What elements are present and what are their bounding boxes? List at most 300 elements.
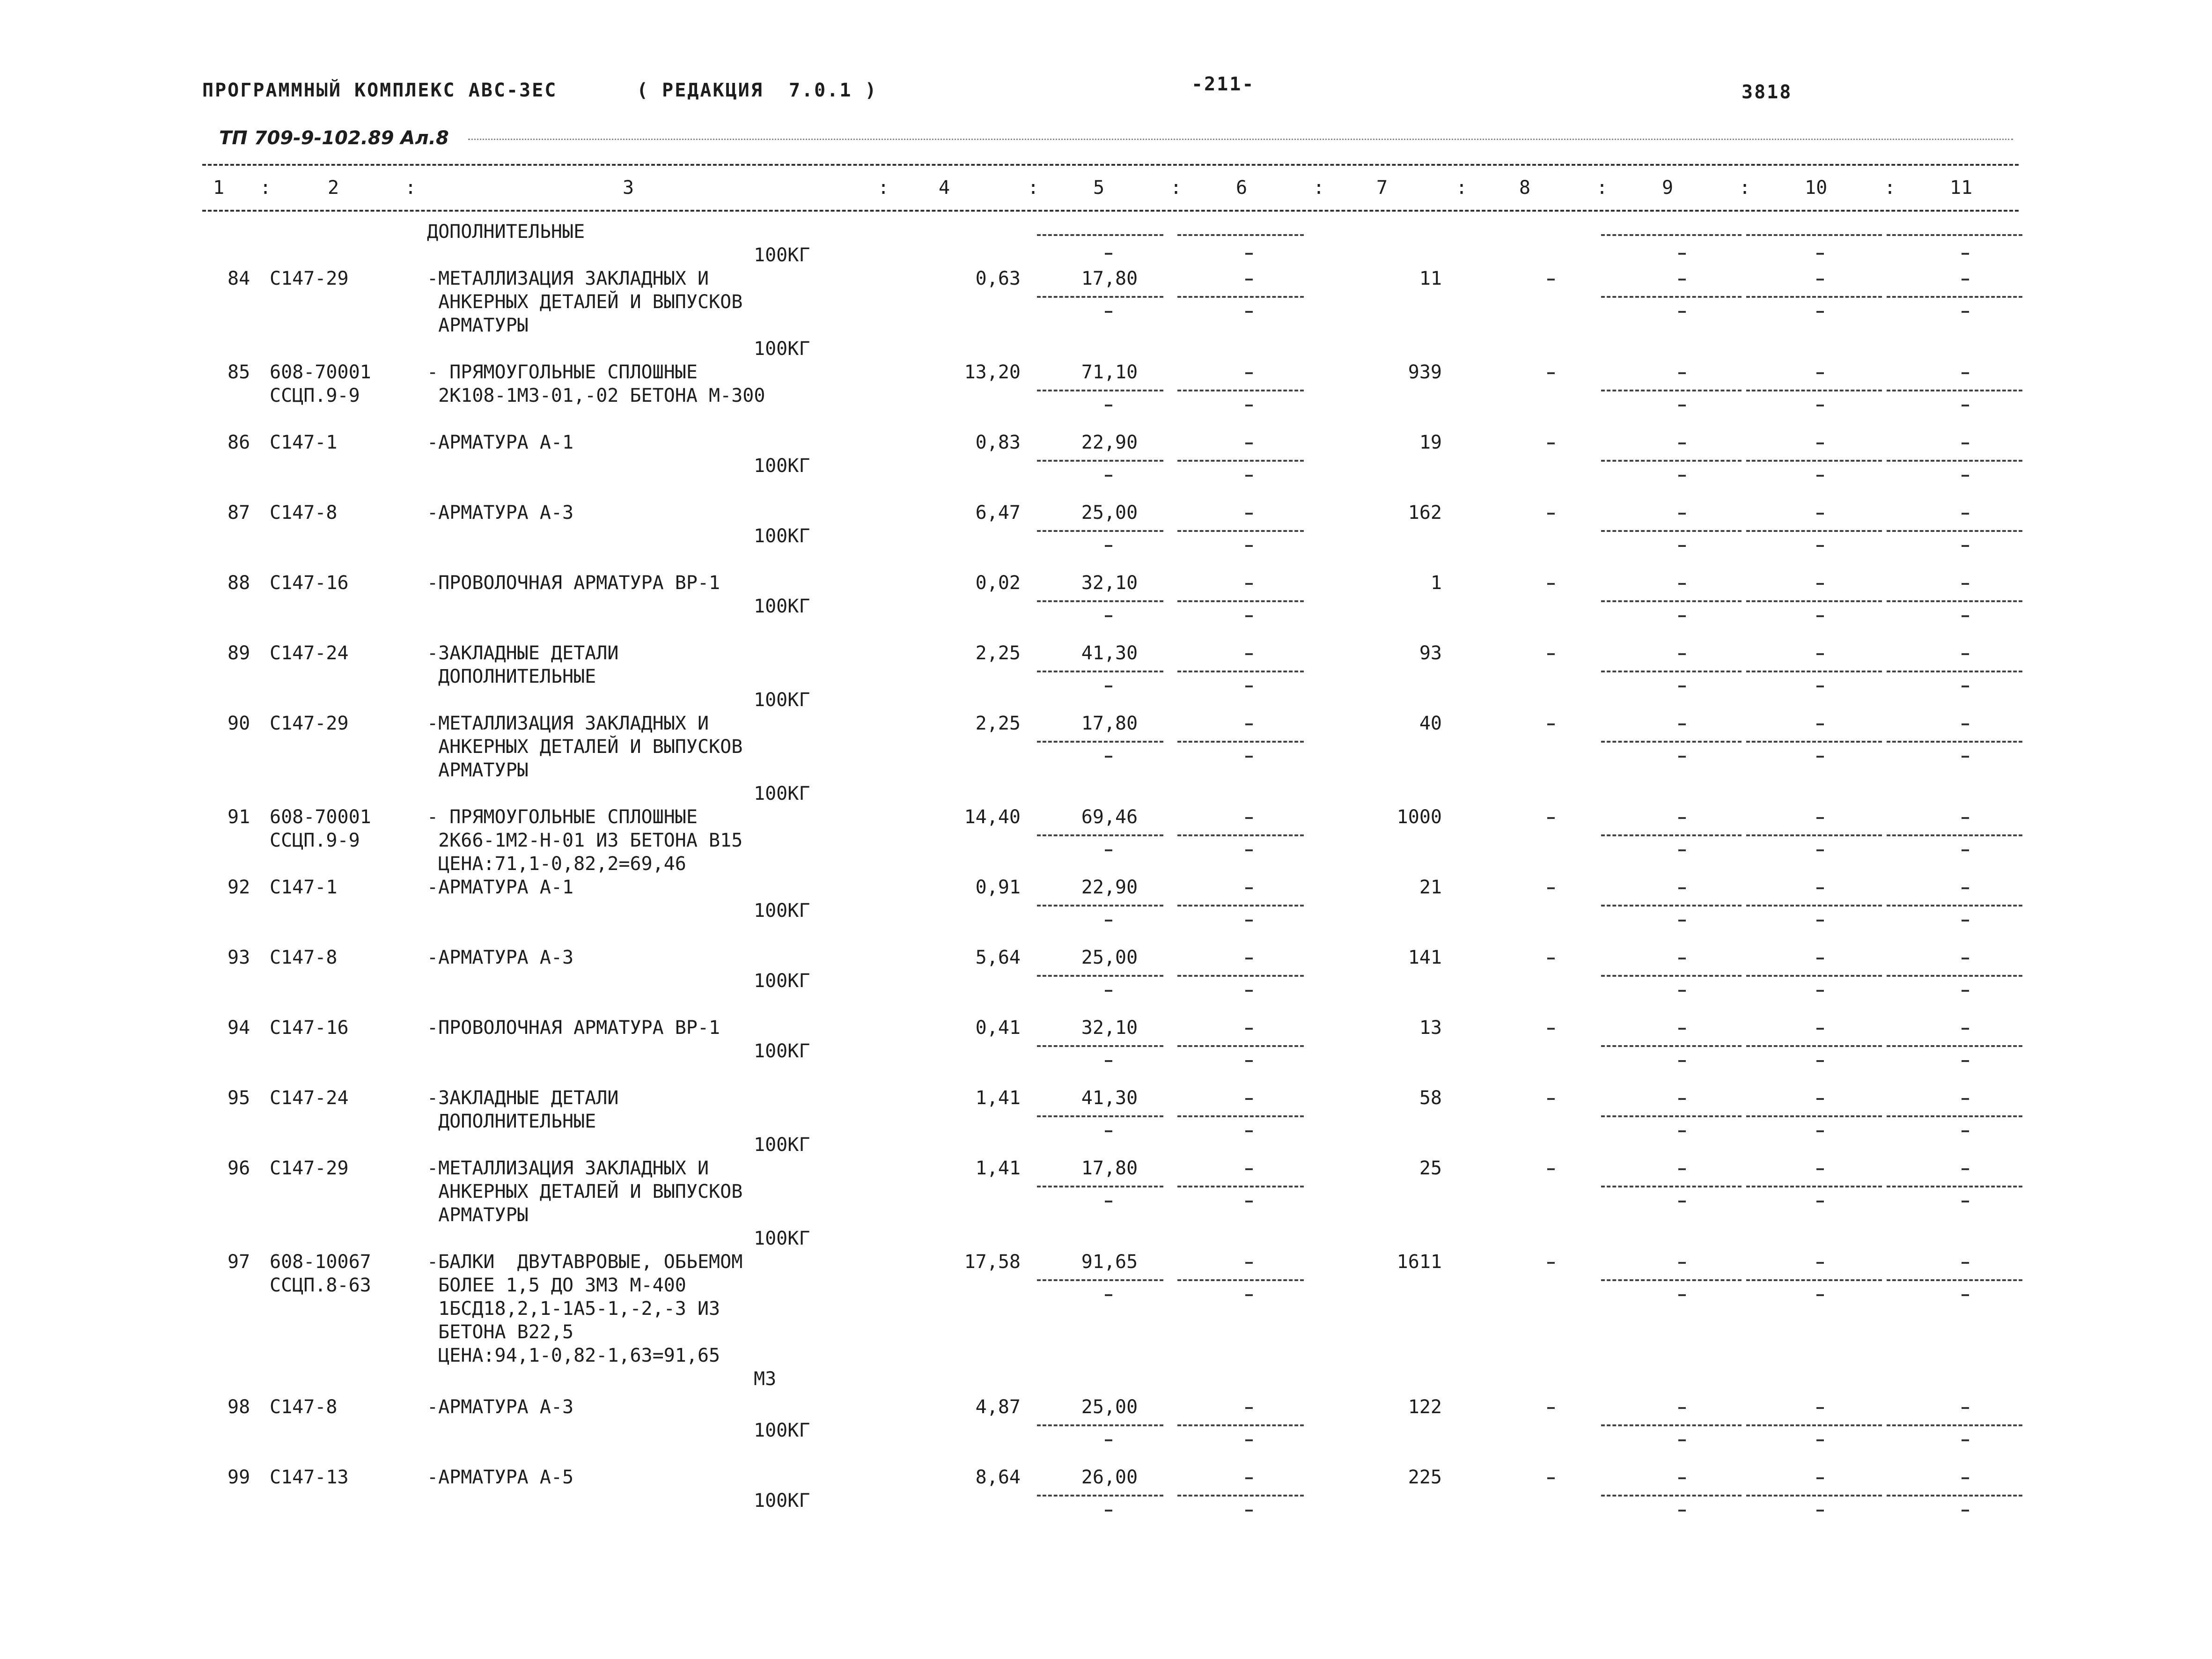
subtotal-rule [1177, 1424, 1304, 1426]
quantity-value: 0,91 [975, 877, 1021, 898]
empty-value-mark [1547, 1168, 1555, 1170]
empty-value-mark [1678, 990, 1686, 992]
quantity-value: 2,25 [975, 642, 1021, 664]
empty-value-mark [1105, 545, 1112, 547]
work-description-line: 1БСД18,2,1-1А5-1,-2,-3 ИЗ [427, 1298, 720, 1320]
unit-of-measure: 100КГ [754, 900, 810, 922]
work-description-line: -АРМАТУРА А-5 [427, 1467, 574, 1488]
empty-value-mark [1245, 513, 1253, 515]
unit-of-measure: 100КГ [754, 1040, 810, 1062]
subtotal-rule [1177, 234, 1304, 236]
empty-value-mark [1245, 442, 1253, 444]
empty-value-mark [1678, 1201, 1686, 1202]
rate-code: С147-13 [270, 1467, 349, 1488]
subtotal-rule [1601, 741, 1742, 743]
subtotal-rule [1037, 1279, 1163, 1281]
subtotal-rule [1177, 530, 1304, 532]
unit-price-value: 25,00 [1081, 947, 1138, 968]
rate-code: 608-10067 [270, 1251, 371, 1273]
empty-value-mark [1245, 1262, 1253, 1264]
unit-price-value: 41,30 [1081, 1087, 1138, 1109]
column-header-3: 3 [623, 177, 634, 199]
empty-value-mark [1105, 849, 1112, 851]
empty-value-mark [1678, 958, 1686, 959]
subtotal-rule [1746, 1115, 1882, 1117]
empty-value-mark [1547, 583, 1555, 585]
total-cost-value: 19 [1419, 432, 1442, 453]
empty-value-mark [1547, 1028, 1555, 1030]
subtotal-rule [1746, 390, 1882, 391]
empty-value-mark [1816, 1294, 1824, 1296]
unit-of-measure: 100КГ [754, 455, 810, 477]
empty-value-mark [1678, 442, 1686, 444]
subtotal-rule [1601, 905, 1742, 907]
subtotal-rule [1746, 905, 1882, 907]
row-number: 85 [228, 361, 250, 383]
work-description-line: БОЛЕЕ 1,5 ДО 3М3 М-400 [427, 1275, 686, 1296]
quantity-value: 4,87 [975, 1396, 1021, 1418]
unit-price-value: 91,65 [1081, 1251, 1138, 1273]
subtotal-rule [1887, 530, 2022, 532]
empty-value-mark [1962, 1477, 1969, 1479]
column-separator: : [1596, 177, 1608, 199]
empty-value-mark [1962, 1098, 1969, 1100]
subtotal-rule [1887, 1115, 2022, 1117]
subtotal-rule [1746, 460, 1882, 462]
work-description-line: ДОПОЛНИТЕЛЬНЫЕ [427, 221, 585, 243]
rate-code: С147-1 [270, 877, 338, 898]
unit-of-measure: 100КГ [754, 596, 810, 617]
unit-price-value: 69,46 [1081, 806, 1138, 828]
empty-value-mark [1678, 372, 1686, 374]
quantity-value: 17,58 [964, 1251, 1021, 1273]
empty-value-mark [1678, 615, 1686, 617]
total-cost-value: 21 [1419, 877, 1442, 898]
total-cost-value: 11 [1419, 268, 1442, 289]
empty-value-mark [1816, 253, 1824, 255]
empty-value-mark [1962, 442, 1969, 444]
empty-value-mark [1547, 817, 1555, 819]
subtotal-rule [1037, 530, 1163, 532]
subtotal-rule [1887, 671, 2022, 672]
total-cost-value: 1611 [1396, 1251, 1442, 1273]
empty-value-mark [1105, 311, 1112, 313]
unit-price-value: 32,10 [1081, 572, 1138, 594]
empty-value-mark [1245, 405, 1253, 406]
empty-value-mark [1678, 849, 1686, 851]
subtotal-rule [1601, 1495, 1742, 1497]
row-number: 99 [228, 1467, 250, 1488]
column-header-4: 4 [939, 177, 950, 199]
empty-value-mark [1245, 1201, 1253, 1202]
total-cost-value: 40 [1419, 713, 1442, 734]
unit-price-value: 22,90 [1081, 432, 1138, 453]
quantity-value: 0,02 [975, 572, 1021, 594]
empty-value-mark [1816, 849, 1824, 851]
rate-code: С147-29 [270, 268, 349, 289]
empty-value-mark [1962, 372, 1969, 374]
row-number: 88 [228, 572, 250, 594]
empty-value-mark [1547, 372, 1555, 374]
empty-value-mark [1105, 1130, 1112, 1132]
empty-value-mark [1105, 1439, 1112, 1441]
column-separator: : [1884, 177, 1896, 199]
subtotal-rule [1887, 741, 2022, 743]
empty-value-mark [1245, 1168, 1253, 1170]
subtotal-rule [1746, 234, 1882, 236]
unit-price-value: 22,90 [1081, 877, 1138, 898]
work-description-line: 2К66-1М2-Н-01 ИЗ БЕТОНА В15 [427, 830, 743, 851]
empty-value-mark [1245, 817, 1253, 819]
column-separator: : [1028, 177, 1039, 199]
column-header-7: 7 [1376, 177, 1388, 199]
column-header-11: 11 [1950, 177, 1973, 199]
unit-price-value: 71,10 [1081, 361, 1138, 383]
quantity-value: 2,25 [975, 713, 1021, 734]
subtotal-rule [1887, 234, 2022, 236]
empty-value-mark [1816, 653, 1824, 655]
empty-value-mark [1245, 1130, 1253, 1132]
empty-value-mark [1816, 756, 1824, 758]
empty-value-mark [1245, 849, 1253, 851]
row-number: 92 [228, 877, 250, 898]
empty-value-mark [1678, 887, 1686, 889]
empty-value-mark [1816, 1262, 1824, 1264]
empty-value-mark [1105, 920, 1112, 922]
subtotal-rule [1746, 1186, 1882, 1187]
empty-value-mark [1962, 583, 1969, 585]
rate-code: С147-29 [270, 1158, 349, 1179]
subtotal-rule [1037, 234, 1163, 236]
empty-value-mark [1816, 1477, 1824, 1479]
unit-price-value: 17,80 [1081, 1158, 1138, 1179]
work-description-line: -АРМАТУРА А-3 [427, 1396, 574, 1418]
subtotal-rule [1887, 296, 2022, 298]
subtotal-rule [1746, 1045, 1882, 1047]
empty-value-mark [1245, 475, 1253, 477]
empty-value-mark [1245, 615, 1253, 617]
empty-value-mark [1678, 1294, 1686, 1296]
empty-value-mark [1816, 1510, 1824, 1512]
empty-value-mark [1816, 1168, 1824, 1170]
empty-value-mark [1678, 1439, 1686, 1441]
rate-code: С147-24 [270, 642, 349, 664]
subtotal-rule [1177, 390, 1304, 391]
project-reference: ТП 709-9-102.89 Ал.8 [219, 127, 449, 149]
quantity-value: 14,40 [964, 806, 1021, 828]
work-description-line: 2К108-1М3-01,-02 БЕТОНА М-300 [427, 385, 765, 406]
subtotal-rule [1601, 460, 1742, 462]
empty-value-mark [1105, 615, 1112, 617]
empty-value-mark [1816, 990, 1824, 992]
empty-value-mark [1547, 513, 1555, 515]
subtotal-rule [1177, 1045, 1304, 1047]
empty-value-mark [1678, 1168, 1686, 1170]
work-description-line: ЦЕНА:71,1-0,82,2=69,46 [427, 853, 686, 875]
subtotal-rule [1601, 1045, 1742, 1047]
subtotal-rule [1037, 600, 1163, 602]
subtotal-rule [1177, 296, 1304, 298]
subtotal-rule [1746, 530, 1882, 532]
empty-value-mark [1547, 1407, 1555, 1409]
subtotal-rule [1601, 234, 1742, 236]
rate-code: С147-24 [270, 1087, 349, 1109]
work-description-line: -МЕТАЛЛИЗАЦИЯ ЗАКЛАДНЫХ И [427, 1158, 709, 1179]
total-cost-value: 141 [1408, 947, 1442, 968]
empty-value-mark [1962, 990, 1969, 992]
empty-value-mark [1245, 1407, 1253, 1409]
empty-value-mark [1105, 475, 1112, 477]
empty-value-mark [1245, 1477, 1253, 1479]
empty-value-mark [1962, 686, 1969, 687]
empty-value-mark [1678, 253, 1686, 255]
empty-value-mark [1678, 475, 1686, 477]
subtotal-rule [1601, 1424, 1742, 1426]
empty-value-mark [1678, 583, 1686, 585]
empty-value-mark [1962, 1060, 1969, 1062]
empty-value-mark [1678, 817, 1686, 819]
column-separator: : [260, 177, 272, 199]
empty-value-mark [1962, 513, 1969, 515]
empty-value-mark [1962, 1201, 1969, 1202]
subtotal-rule [1037, 671, 1163, 672]
empty-value-mark [1678, 1098, 1686, 1100]
quantity-value: 5,64 [975, 947, 1021, 968]
empty-value-mark [1547, 1262, 1555, 1264]
empty-value-mark [1547, 653, 1555, 655]
subtotal-rule [1887, 1279, 2022, 1281]
empty-value-mark [1962, 958, 1969, 959]
empty-value-mark [1105, 990, 1112, 992]
subtotal-rule [1037, 1186, 1163, 1187]
empty-value-mark [1105, 1294, 1112, 1296]
work-description-line: -ЗАКЛАДНЫЕ ДЕТАЛИ [427, 1087, 619, 1109]
empty-value-mark [1678, 405, 1686, 406]
subtotal-rule [1746, 296, 1882, 298]
empty-value-mark [1816, 475, 1824, 477]
reference-dotted-line [468, 139, 2013, 140]
total-cost-value: 93 [1419, 642, 1442, 664]
row-number: 87 [228, 502, 250, 524]
unit-of-measure: 100КГ [754, 1228, 810, 1249]
unit-of-measure: 100КГ [754, 970, 810, 992]
empty-value-mark [1962, 1294, 1969, 1296]
column-separator: : [1170, 177, 1182, 199]
empty-value-mark [1678, 1407, 1686, 1409]
empty-value-mark [1245, 279, 1253, 280]
empty-value-mark [1816, 545, 1824, 547]
quantity-value: 0,63 [975, 268, 1021, 289]
total-cost-value: 1 [1430, 572, 1442, 594]
subtotal-rule [1177, 741, 1304, 743]
empty-value-mark [1962, 1439, 1969, 1441]
rate-code: ССЦП.9-9 [270, 385, 360, 406]
subtotal-rule [1601, 296, 1742, 298]
empty-value-mark [1245, 920, 1253, 922]
work-description-line: АРМАТУРЫ [427, 1204, 529, 1226]
subtotal-rule [1601, 1186, 1742, 1187]
empty-value-mark [1962, 545, 1969, 547]
unit-of-measure: 100КГ [754, 1134, 810, 1156]
empty-value-mark [1678, 653, 1686, 655]
empty-value-mark [1678, 1028, 1686, 1030]
rate-code: С147-8 [270, 947, 338, 968]
unit-price-value: 41,30 [1081, 642, 1138, 664]
unit-price-value: 25,00 [1081, 1396, 1138, 1418]
rate-code: С147-8 [270, 1396, 338, 1418]
empty-value-mark [1962, 723, 1969, 725]
work-description-line: -БАЛКИ ДВУТАВРОВЫЕ, ОБЬЕМОМ [427, 1251, 743, 1273]
subtotal-rule [1177, 671, 1304, 672]
quantity-value: 13,20 [964, 361, 1021, 383]
empty-value-mark [1547, 1477, 1555, 1479]
subtotal-rule [1746, 975, 1882, 977]
empty-value-mark [1962, 253, 1969, 255]
empty-value-mark [1245, 1439, 1253, 1441]
subtotal-rule [1177, 975, 1304, 977]
work-description-line: -АРМАТУРА А-3 [427, 947, 574, 968]
empty-value-mark [1962, 849, 1969, 851]
subtotal-rule [1746, 1424, 1882, 1426]
subtotal-rule [1177, 834, 1304, 836]
subtotal-rule [1601, 390, 1742, 391]
column-separator: : [1739, 177, 1751, 199]
empty-value-mark [1962, 475, 1969, 477]
empty-value-mark [1678, 1130, 1686, 1132]
work-description-line: АНКЕРНЫХ ДЕТАЛЕЙ И ВЫПУСКОВ [427, 1181, 743, 1202]
subtotal-rule [1037, 1424, 1163, 1426]
rate-code: С147-29 [270, 713, 349, 734]
unit-of-measure: 100КГ [754, 689, 810, 711]
empty-value-mark [1816, 920, 1824, 922]
column-header-1: 1 [213, 177, 225, 199]
unit-of-measure: 100КГ [754, 244, 810, 266]
empty-value-mark [1816, 1130, 1824, 1132]
column-separator: : [878, 177, 889, 199]
work-description-line: -ПРОВОЛОЧНАЯ АРМАТУРА ВР-1 [427, 1017, 720, 1039]
column-header-6: 6 [1236, 177, 1248, 199]
work-description-line: -МЕТАЛЛИЗАЦИЯ ЗАКЛАДНЫХ И [427, 268, 709, 289]
edition-label: ( РЕДАКЦИЯ 7.0.1 ) [637, 80, 878, 101]
empty-value-mark [1678, 279, 1686, 280]
empty-value-mark [1245, 1098, 1253, 1100]
work-description-line: -АРМАТУРА А-1 [427, 877, 574, 898]
unit-price-value: 17,80 [1081, 268, 1138, 289]
row-number: 94 [228, 1017, 250, 1039]
work-description-line: -МЕТАЛЛИЗАЦИЯ ЗАКЛАДНЫХ И [427, 713, 709, 734]
empty-value-mark [1678, 311, 1686, 313]
unit-of-measure: 100КГ [754, 338, 810, 360]
work-description-line: -АРМАТУРА А-1 [427, 432, 574, 453]
subtotal-rule [1601, 1279, 1742, 1281]
subtotal-rule [1887, 460, 2022, 462]
work-description-line: -ЗАКЛАДНЫЕ ДЕТАЛИ [427, 642, 619, 664]
empty-value-mark [1962, 279, 1969, 280]
page-mark: -211- [1191, 74, 1255, 95]
empty-value-mark [1105, 405, 1112, 406]
subtotal-rule [1887, 1495, 2022, 1497]
work-description-line: ЦЕНА:94,1-0,82-1,63=91,65 [427, 1345, 720, 1366]
subtotal-rule [1746, 600, 1882, 602]
header-rule-top [202, 164, 2019, 166]
sheet-number: 3818 [1742, 81, 1793, 103]
unit-price-value: 26,00 [1081, 1467, 1138, 1488]
empty-value-mark [1245, 1060, 1253, 1062]
row-number: 84 [228, 268, 250, 289]
empty-value-mark [1547, 887, 1555, 889]
empty-value-mark [1816, 615, 1824, 617]
subtotal-rule [1746, 834, 1882, 836]
column-separator: : [1456, 177, 1468, 199]
total-cost-value: 162 [1408, 502, 1442, 524]
row-number: 98 [228, 1396, 250, 1418]
empty-value-mark [1962, 756, 1969, 758]
quantity-value: 1,41 [975, 1158, 1021, 1179]
rate-code: ССЦП.8-63 [270, 1275, 371, 1296]
subtotal-rule [1177, 460, 1304, 462]
header-rule-bottom [202, 210, 2019, 212]
quantity-value: 0,83 [975, 432, 1021, 453]
subtotal-rule [1177, 905, 1304, 907]
total-cost-value: 122 [1408, 1396, 1442, 1418]
empty-value-mark [1245, 545, 1253, 547]
empty-value-mark [1245, 653, 1253, 655]
empty-value-mark [1678, 1060, 1686, 1062]
subtotal-rule [1037, 975, 1163, 977]
row-number: 91 [228, 806, 250, 828]
row-number: 86 [228, 432, 250, 453]
empty-value-mark [1678, 513, 1686, 515]
empty-value-mark [1245, 583, 1253, 585]
row-number: 95 [228, 1087, 250, 1109]
rate-code: ССЦП.9-9 [270, 830, 360, 851]
subtotal-rule [1037, 1495, 1163, 1497]
empty-value-mark [1678, 1262, 1686, 1264]
subtotal-rule [1037, 834, 1163, 836]
empty-value-mark [1816, 279, 1824, 280]
subtotal-rule [1887, 834, 2022, 836]
empty-value-mark [1816, 887, 1824, 889]
empty-value-mark [1962, 1168, 1969, 1170]
empty-value-mark [1816, 1439, 1824, 1441]
empty-value-mark [1245, 372, 1253, 374]
work-description-line: -АРМАТУРА А-3 [427, 502, 574, 524]
empty-value-mark [1245, 311, 1253, 313]
empty-value-mark [1816, 686, 1824, 687]
empty-value-mark [1816, 513, 1824, 515]
rate-code: С147-1 [270, 432, 338, 453]
rate-code: С147-16 [270, 572, 349, 594]
unit-price-value: 25,00 [1081, 502, 1138, 524]
work-description-line: -ПРОВОЛОЧНАЯ АРМАТУРА ВР-1 [427, 572, 720, 594]
work-description-line: АРМАТУРЫ [427, 759, 529, 781]
unit-of-measure: 100КГ [754, 525, 810, 547]
empty-value-mark [1816, 1028, 1824, 1030]
empty-value-mark [1245, 887, 1253, 889]
quantity-value: 8,64 [975, 1467, 1021, 1488]
subtotal-rule [1037, 296, 1163, 298]
empty-value-mark [1678, 723, 1686, 725]
subtotal-rule [1601, 600, 1742, 602]
unit-of-measure: 100КГ [754, 783, 810, 804]
subtotal-rule [1037, 390, 1163, 391]
subtotal-rule [1746, 1495, 1882, 1497]
subtotal-rule [1601, 1115, 1742, 1117]
subtotal-rule [1746, 1279, 1882, 1281]
subtotal-rule [1601, 530, 1742, 532]
work-description-line: - ПРЯМОУГОЛЬНЫЕ СПЛОШНЫЕ [427, 806, 698, 828]
quantity-value: 6,47 [975, 502, 1021, 524]
